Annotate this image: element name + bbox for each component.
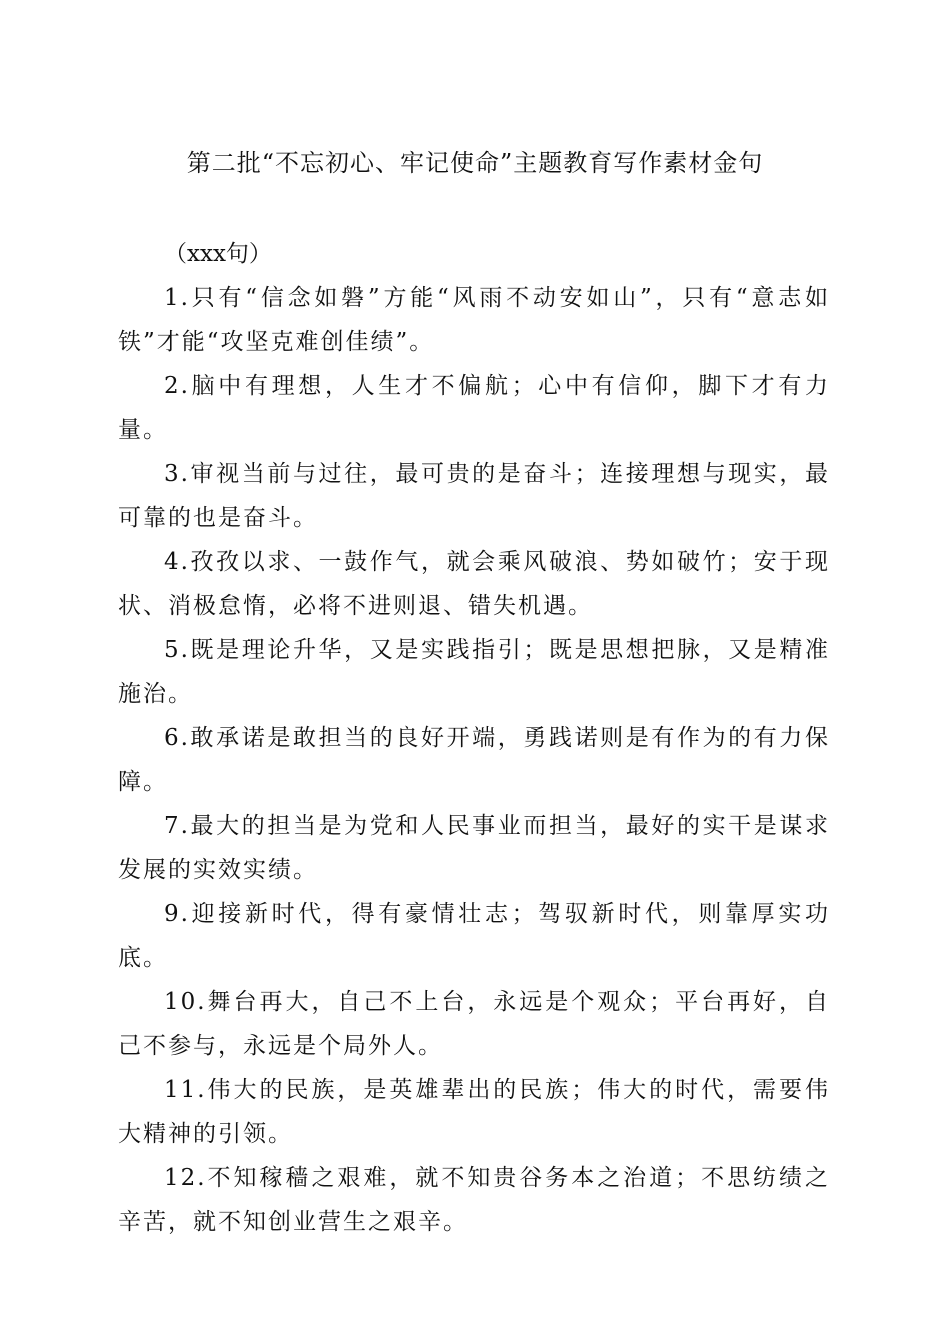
- document-title: 第二批“不忘初心、牢记使命”主题教育写作素材金句: [186, 149, 764, 177]
- quote-paragraph: 2.脑中有理想，人生才不偏航；心中有信仰，脚下才有力量。: [118, 373, 830, 443]
- quote-paragraph: 5.既是理论升华，又是实践指引；既是思想把脉，又是精准施治。: [118, 637, 830, 707]
- quote-paragraph: 3.审视当前与过往，最可贵的是奋斗；连接理想与现实，最可靠的也是奋斗。: [118, 461, 830, 531]
- quote-paragraph: 11.伟大的民族，是英雄辈出的民族；伟大的时代，需要伟大精神的引领。: [118, 1077, 830, 1147]
- quote-paragraph: 12.不知稼穑之艰难，就不知贵谷务本之治道；不思纺绩之辛苦，就不知创业营生之艰辛。: [118, 1165, 830, 1235]
- quote-paragraph: 9.迎接新时代，得有豪情壮志；驾驭新时代，则靠厚实功底。: [118, 901, 830, 971]
- document-body: [118, 232, 830, 1244]
- quote-paragraph: 6.敢承诺是敢担当的良好开端，勇践诺则是有作为的有力保障。: [118, 725, 830, 795]
- quote-paragraph: 4.孜孜以求、一鼓作气，就会乘风破浪、势如破竹；安于现状、消极怠惰，必将不进则退、错失机遇。: [118, 549, 830, 619]
- quote-paragraph: 1.只有“信念如磐”方能“风雨不动安如山”，只有“意志如铁”才能“攻坚克难创佳绩”。: [118, 285, 830, 355]
- quote-count-subtitle: （xxx句）: [164, 241, 272, 267]
- quote-paragraph: 10.舞台再大，自己不上台，永远是个观众；平台再好，自己不参与，永远是个局外人。: [118, 989, 830, 1059]
- quote-paragraph: 7.最大的担当是为党和人民事业而担当，最好的实干是谋求发展的实效实绩。: [118, 813, 830, 883]
